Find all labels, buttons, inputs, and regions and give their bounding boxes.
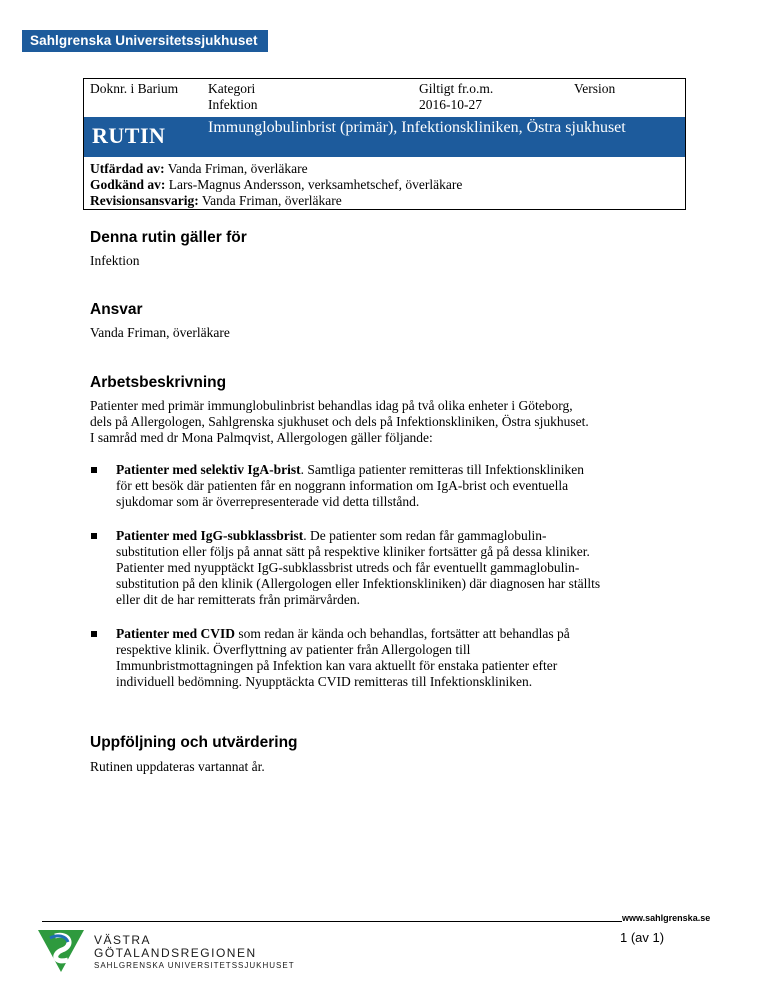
utfardad-value: Vanda Friman, överläkare	[167, 161, 308, 176]
arbets-paragraph	[90, 398, 690, 446]
document-title: Immunglobulinbrist (primär), Infektionskliniken, Östra sjukhuset	[208, 119, 626, 136]
bullet-bold: Patienter med IgG-subklassbrist	[116, 528, 304, 543]
bullet-span: . Samtliga patienter remitteras till Infektionskliniken	[300, 462, 585, 477]
godkand-value: Lars-Magnus Andersson, verksamhetschef, överläkare	[168, 177, 463, 192]
revision-label: Revisionsansvarig:	[90, 193, 199, 208]
bullet-line: individuell bedömning. Nyupptäckta CVID remitteras till Infektionskliniken.	[116, 674, 533, 689]
heading-ansvar: Ansvar	[90, 301, 143, 318]
bullet-text	[116, 462, 656, 510]
rutin-label: RUTIN	[92, 123, 166, 148]
title-band	[84, 117, 685, 157]
logo-line: VÄSTRA	[94, 933, 152, 947]
bullet-line: Immunbristmottagningen på Infektion kan vara aktuellt för enstaka patienter efter	[116, 658, 558, 673]
bullet-line: för ett besök där patienten får en noggrann information om IgA-brist och eventuella	[116, 478, 569, 493]
revision-row	[90, 193, 462, 209]
bullet-line: substitution på den klinik (Allergologen eller Infektionskliniken) där diagnosen har ställts	[116, 576, 601, 591]
bullet-bold: Patienter med selektiv IgA-brist	[116, 462, 301, 477]
giltigt-label: Giltigt fr.o.m.	[419, 81, 494, 96]
bullet-line	[116, 528, 656, 544]
vgr-logo-text	[94, 934, 295, 971]
bullet-span: . De patienter som redan får gammaglobulin-	[303, 528, 547, 543]
footer-divider	[42, 921, 622, 922]
doknr-label: Doknr. i Barium	[90, 81, 179, 96]
heading-galler: Denna rutin gäller för	[90, 229, 247, 246]
document-header	[83, 78, 686, 210]
utfardad-row	[90, 161, 462, 177]
bullet-line: substitution eller följs på annat sätt på respektive kliniker fortsätter gå på dessa kliniker.	[116, 544, 590, 559]
utfardad-label: Utfärdad av:	[90, 161, 165, 176]
bullet-line: Patienter med nyupptäckt IgG-subklassbrist utreds och får eventuellt gammaglobulin-	[116, 560, 580, 575]
bullet-marker	[91, 533, 97, 539]
revision-value: Vanda Friman, överläkare	[201, 193, 342, 208]
bullet-bold: Patienter med CVID	[116, 626, 235, 641]
bullet-line: eller dit de har remitterats från primärvården.	[116, 592, 361, 607]
bullet-marker	[91, 631, 97, 637]
bullet-line	[116, 626, 656, 642]
footer-url: www.sahlgrenska.se	[622, 913, 711, 923]
heading-uppfoljning: Uppföljning och utvärdering	[90, 734, 298, 751]
bullet-line	[116, 462, 656, 478]
logo-line: SAHLGRENSKA UNIVERSITETSSJUKHUSET	[94, 961, 295, 970]
bullet-span: som redan är kända och behandlas, fortsätter att behandlas på	[234, 626, 570, 641]
uppfoljning-text: Rutinen uppdateras vartannat år.	[90, 759, 265, 774]
arbets-line: I samråd med dr Mona Palmqvist, Allergologen gäller följande:	[90, 430, 433, 445]
page-number: 1 (av 1)	[620, 930, 665, 945]
version-label: Version	[574, 81, 616, 96]
galler-text: Infektion	[90, 253, 140, 268]
bullet-marker	[91, 467, 97, 473]
hospital-banner: Sahlgrenska Universitetssjukhuset	[22, 30, 268, 52]
bullet-line: sjukdomar som är överrepresenterade vid detta tillstånd.	[116, 494, 420, 509]
bullet-line: respektive klinik. Överflyttning av patienter från Allergologen till	[116, 642, 471, 657]
godkand-label: Godkänd av:	[90, 177, 166, 192]
giltigt-cell	[419, 81, 493, 113]
bullet-text	[116, 528, 656, 608]
giltigt-value: 2016-10-27	[419, 97, 482, 112]
arbets-line: dels på Allergologen, Sahlgrenska sjukhuset och dels på Infektionskliniken, Östra sjukhuset.	[90, 414, 589, 429]
bullet-text	[116, 626, 656, 690]
godkand-row	[90, 177, 462, 193]
arbets-line: Patienter med primär immunglobulinbrist behandlas idag på två olika enheter i Göteborg,	[90, 398, 573, 413]
meta-row	[84, 79, 685, 117]
responsible-people	[90, 161, 462, 209]
ansvar-text: Vanda Friman, överläkare	[90, 325, 230, 340]
kategori-label: Kategori	[208, 81, 256, 96]
vgr-logo-icon	[38, 928, 84, 974]
kategori-cell	[208, 81, 258, 113]
logo-line: GÖTALANDSREGIONEN	[94, 946, 257, 960]
kategori-value: Infektion	[208, 97, 258, 112]
heading-arbetsbeskrivning: Arbetsbeskrivning	[90, 374, 227, 391]
